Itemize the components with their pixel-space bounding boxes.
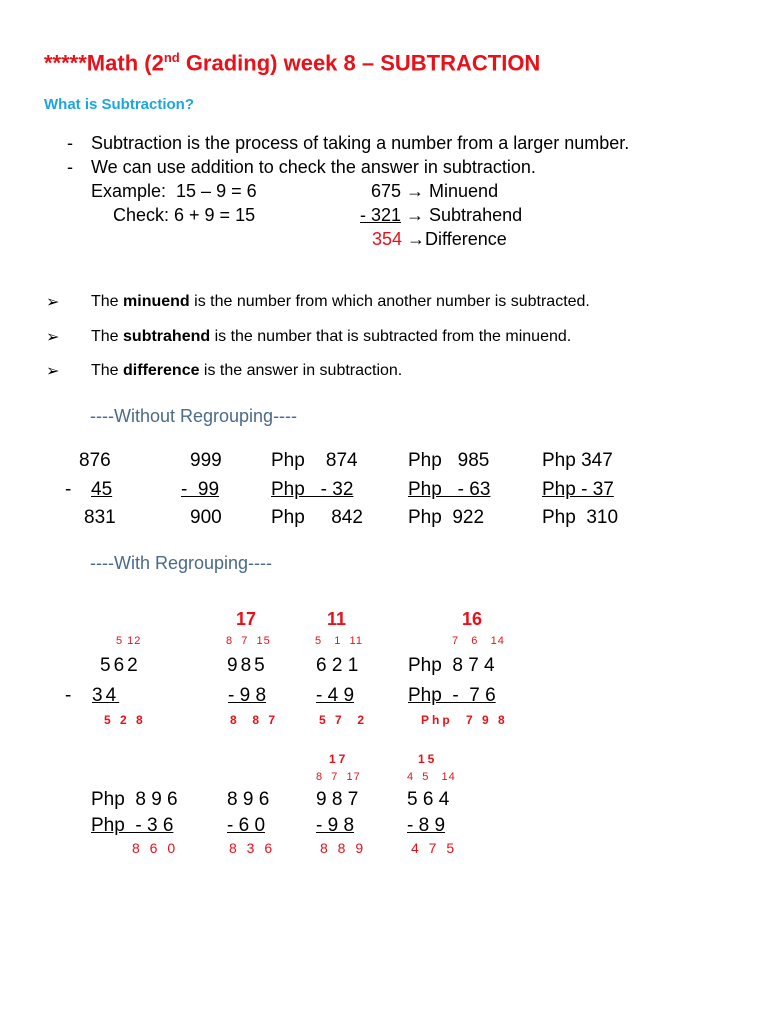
dash-bullet: - [67, 133, 73, 153]
problem-subtrahend: - 9 8 [228, 685, 267, 706]
problem-difference: Php 310 [542, 507, 619, 528]
problem-difference: 8 3 6 [229, 840, 276, 856]
without-regrouping-heading: ----Without Regrouping---- [90, 406, 298, 426]
problem-subtrahend: Php - 3 6 [91, 815, 174, 836]
problem-difference: 900 [190, 507, 222, 528]
definition-term: difference [123, 362, 200, 379]
carry-digits: 7 6 14 [452, 635, 505, 647]
regroup-total: 11 [327, 609, 347, 629]
subtrahend-label: → Subtrahend [401, 205, 523, 225]
problem-minuend: 985 [227, 655, 268, 676]
definition-text: is the number from which another number is subtracted. [189, 293, 590, 310]
definition-subtrahend [91, 328, 571, 346]
definition-difference [91, 362, 402, 380]
carry-digits: 5 12 [116, 635, 142, 647]
problem-minuend: 9 8 7 [316, 789, 359, 810]
minuend-example: 675 → Minuend [371, 181, 499, 201]
regroup-total: 17 [329, 752, 349, 766]
problem-minuend: Php 985 [408, 450, 490, 471]
problem-minuend: Php 8 7 4 [408, 655, 495, 676]
problem-difference: Php 842 [271, 507, 363, 528]
problem-subtrahend: 45 [91, 479, 113, 500]
definition-text: is the answer in subtraction. [199, 362, 403, 379]
definition-minuend [91, 293, 590, 311]
problem-difference: Php 922 [408, 507, 485, 528]
problem-subtrahend: - 8 9 [407, 815, 446, 836]
title-superscript: nd [163, 50, 180, 65]
definition-term: minuend [123, 293, 190, 310]
problem-subtrahend: 34 [92, 685, 120, 706]
problem-minuend: 999 [190, 450, 222, 471]
problem-difference: 4 7 5 [411, 840, 458, 856]
problem-subtrahend: Php - 32 [271, 479, 354, 500]
problem-subtrahend: - 4 9 [316, 685, 355, 706]
problem-minuend: Php 874 [271, 450, 358, 471]
intro-line-1: Subtraction is the process of taking a number from a larger number. [91, 133, 630, 153]
carry-digits: 8 7 15 [226, 635, 271, 647]
problem-subtrahend: Php - 37 [542, 479, 614, 500]
section-question: What is Subtraction? [44, 96, 194, 113]
problem-minuend: 5 6 4 [407, 789, 450, 810]
problem-subtrahend: - 9 8 [316, 815, 355, 836]
check-text: Check: 6 + 9 = 15 [113, 205, 256, 225]
regroup-total: 15 [418, 752, 438, 766]
difference-number: 354 [372, 229, 403, 249]
title-rest: Grading) week 8 – SUBTRACTION [179, 50, 541, 76]
regroup-total: 16 [462, 609, 483, 629]
definition-term: subtrahend [123, 328, 211, 345]
difference-example [372, 229, 507, 250]
subtrahend-example [360, 205, 522, 226]
definition-text: The [91, 293, 124, 310]
intro-line-2: We can use addition to check the answer in subtraction. [91, 157, 536, 177]
minus-sign: - [65, 479, 72, 500]
carry-digits: 4 5 14 [407, 771, 456, 783]
arrow-bullet-icon: ➢ [46, 329, 60, 346]
arrow-bullet-icon: ➢ [46, 294, 60, 311]
with-regrouping-heading: ----With Regrouping---- [90, 553, 273, 573]
problem-difference: 831 [84, 507, 116, 528]
problem-subtrahend: Php - 63 [408, 479, 491, 500]
problem-minuend: 562 [100, 655, 141, 676]
definition-text: The [91, 328, 124, 345]
problem-difference: 5 7 2 [319, 713, 368, 727]
difference-label: →Difference [402, 229, 507, 249]
problem-subtrahend: - 6 0 [227, 815, 266, 836]
problem-minuend: Php 8 9 6 [91, 789, 178, 810]
problem-minuend: 6 2 1 [316, 655, 359, 676]
definition-text: The [91, 362, 124, 379]
regroup-total: 17 [236, 609, 257, 629]
problem-difference: 8 8 9 [320, 840, 367, 856]
page-title [44, 50, 540, 76]
problem-difference: 8 6 0 [132, 840, 179, 856]
problem-difference: 8 8 7 [230, 713, 279, 727]
minus-sign: - [65, 685, 72, 706]
subtrahend-number: - 321 [360, 205, 402, 225]
problem-subtrahend: Php - 7 6 [408, 685, 496, 706]
problem-minuend: Php 347 [542, 450, 613, 471]
problem-difference: 7 9 8 [466, 713, 508, 727]
example-text: Example: 15 – 9 = 6 [91, 181, 257, 201]
problem-difference-prefix: Php [421, 713, 453, 727]
problem-difference: 5 2 8 [104, 713, 146, 727]
problem-minuend: 876 [79, 450, 111, 471]
problem-minuend: 8 9 6 [227, 789, 270, 810]
dash-bullet: - [67, 157, 73, 177]
problem-subtrahend: - 99 [181, 479, 220, 500]
arrow-bullet-icon: ➢ [46, 363, 60, 380]
carry-digits: 5 1 11 [315, 635, 363, 647]
definition-text: is the number that is subtracted from the minuend. [210, 328, 572, 345]
carry-digits: 8 7 17 [316, 771, 361, 783]
title-prefix: *****Math (2 [44, 50, 164, 76]
